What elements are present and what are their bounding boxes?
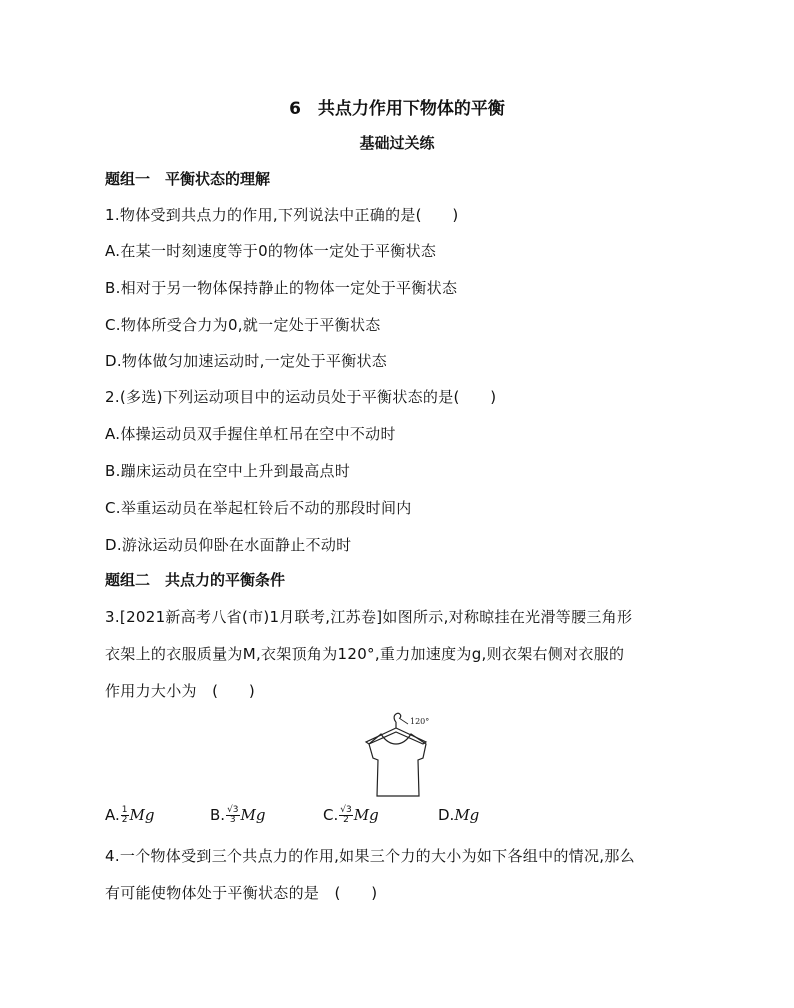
question-1-option-a: A.在某一时刻速度等于0的物体一定处于平衡状态 xyxy=(105,242,437,260)
hanger-frame-icon xyxy=(366,728,426,744)
question-1-stem: 1.物体受到共点力的作用,下列说法中正确的是( ) xyxy=(105,206,459,224)
option-a-letter: A. xyxy=(105,806,120,824)
fraction-b-numerator: √3 xyxy=(227,805,239,815)
group-heading-1: 题组一 平衡状态的理解 xyxy=(105,170,271,188)
question-4-line-2: 有可能使物体处于平衡状态的是 ( ) xyxy=(105,884,378,902)
question-2-option-b: B.蹦床运动员在空中上升到最高点时 xyxy=(105,462,351,480)
hanger-hook-icon xyxy=(394,713,401,722)
question-2-stem: 2.(多选)下列运动项目中的运动员处于平衡状态的是( ) xyxy=(105,388,497,406)
question-3-line-2: 衣架上的衣服质量为M,衣架顶角为120°,重力加速度为g,则衣架右侧对衣服的 xyxy=(105,645,625,663)
fraction-c-numerator: √3 xyxy=(340,805,352,815)
question-1-option-c: C.物体所受合力为0,就一定处于平衡状态 xyxy=(105,316,381,334)
question-2-option-d: D.游泳运动员仰卧在水面静止不动时 xyxy=(105,536,352,554)
question-4-line-1: 4.一个物体受到三个共点力的作用,如果三个力的大小为如下各组中的情况,那么 xyxy=(105,847,635,865)
option-d-value: Mg xyxy=(454,806,480,824)
fraction-b-denominator: 3 xyxy=(229,815,236,825)
shirt-icon xyxy=(369,734,426,796)
option-c-letter: C. xyxy=(323,806,339,824)
question-1-option-d: D.物体做匀加速运动时,一定处于平衡状态 xyxy=(105,352,388,370)
question-3-option-a xyxy=(105,806,154,825)
question-3-option-d xyxy=(438,806,479,824)
angle-label: 120° xyxy=(410,717,430,726)
question-3-line-3: 作用力大小为 ( ) xyxy=(105,682,256,700)
fraction-c-denominator: 2 xyxy=(343,815,349,825)
option-a-value: Mg xyxy=(129,806,155,824)
question-2-option-c: C.举重运动员在举起杠铃后不动的那段时间内 xyxy=(105,499,412,517)
question-3-option-c xyxy=(323,806,379,825)
group-heading-2: 题组二 共点力的平衡条件 xyxy=(105,571,286,589)
question-1-option-b: B.相对于另一物体保持静止的物体一定处于平衡状态 xyxy=(105,279,458,297)
page-title: 6 共点力作用下物体的平衡 xyxy=(289,99,505,119)
fraction-a xyxy=(121,806,129,825)
question-3-option-b xyxy=(210,806,266,825)
fraction-c xyxy=(339,806,352,825)
question-3-line-1: 3.[2021新高考八省(市)1月联考,江苏卷]如图所示,对称晾挂在光滑等腰三角形 xyxy=(105,608,633,626)
option-d-letter: D. xyxy=(438,806,455,824)
option-b-letter: B. xyxy=(210,806,226,824)
fraction-b xyxy=(226,806,239,825)
section-subtitle: 基础过关练 xyxy=(359,134,435,152)
hanger-clothes-figure xyxy=(356,704,440,800)
fraction-a-numerator: 1 xyxy=(121,805,128,815)
question-2-option-a: A.体操运动员双手握住单杠吊在空中不动时 xyxy=(105,425,396,443)
option-c-value: Mg xyxy=(353,806,379,824)
option-b-value: Mg xyxy=(240,806,266,824)
fraction-a-denominator: 2 xyxy=(121,815,128,825)
